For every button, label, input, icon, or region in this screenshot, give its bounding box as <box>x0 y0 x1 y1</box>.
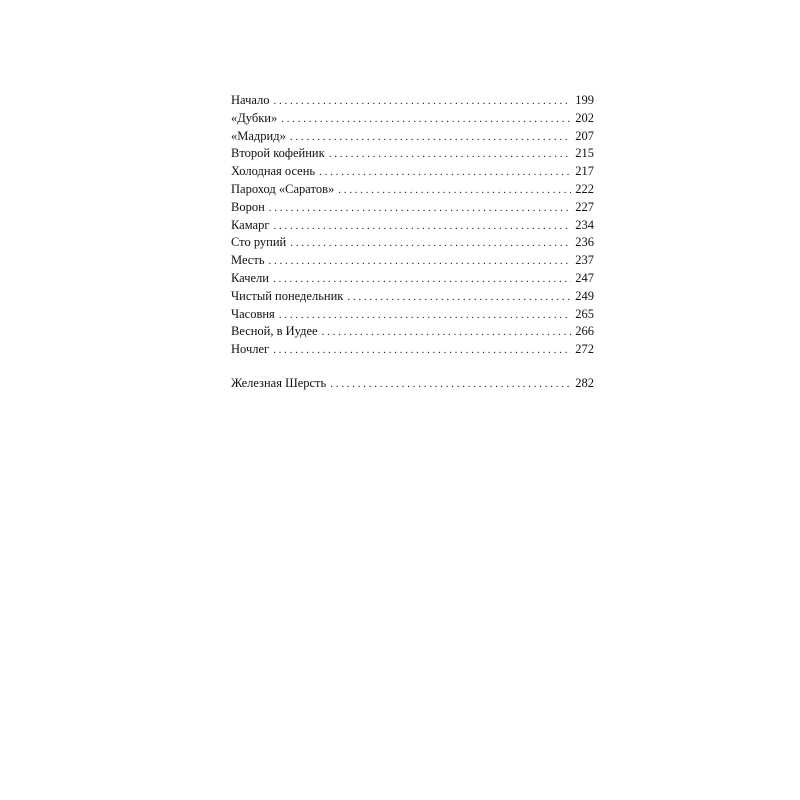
toc-entry-title: Чистый понедельник <box>231 288 344 303</box>
toc-dot-leader <box>274 93 572 111</box>
toc-entry-page: 227 <box>575 199 594 214</box>
toc-dot-leader <box>329 146 572 164</box>
toc-entry-title: Ворон <box>231 199 265 214</box>
toc-entry-title: Холодная осень <box>231 164 316 179</box>
toc-entry-title: Железная Шерсть <box>231 375 327 390</box>
toc-entry-title: Месть <box>231 253 265 268</box>
toc-dot-leader <box>322 324 572 342</box>
toc-dot-leader <box>290 235 571 253</box>
toc-entry-title: Сто рупий <box>231 235 287 250</box>
toc-entry-page: 222 <box>575 181 594 196</box>
toc-entry-title: Пароход «Саратов» <box>231 181 335 196</box>
toc-entry-title: Камарг <box>231 217 270 232</box>
toc-entry-page: 236 <box>575 235 594 250</box>
toc-entry-title: Начало <box>231 93 270 107</box>
toc-entry-title: Качели <box>231 270 269 285</box>
toc-dot-leader <box>330 376 571 394</box>
toc-entry-page: 234 <box>575 217 594 232</box>
toc-entry <box>231 252 594 270</box>
table-of-contents <box>231 92 594 393</box>
toc-entry <box>231 270 594 288</box>
toc-entry-page: 237 <box>575 253 594 268</box>
toc-entry <box>231 199 594 217</box>
toc-entry-title: Ночлег <box>231 342 270 357</box>
toc-entry <box>231 145 594 163</box>
toc-entry-page: 282 <box>575 375 594 390</box>
toc-dot-leader <box>269 200 571 218</box>
toc-dot-leader <box>273 342 571 360</box>
toc-dot-leader <box>279 307 571 325</box>
toc-entry-page: 207 <box>575 128 594 143</box>
toc-entry <box>231 163 594 181</box>
toc-entry-title: Весной, в Иудее <box>231 324 318 339</box>
toc-entry <box>231 217 594 235</box>
toc-entry-title: Второй кофейник <box>231 146 325 161</box>
toc-dot-leader <box>290 129 571 147</box>
toc-entry-page: 199 <box>575 93 594 107</box>
toc-entry <box>231 341 594 359</box>
toc-dot-leader <box>281 111 571 129</box>
toc-dot-leader <box>269 253 572 271</box>
toc-group-appendix <box>231 375 594 393</box>
toc-entry-title: «Мадрид» <box>231 128 286 143</box>
toc-entry <box>231 181 594 199</box>
toc-dot-leader <box>347 289 571 307</box>
toc-entry <box>231 375 594 393</box>
toc-dot-leader <box>273 271 571 289</box>
toc-entry-title: «Дубки» <box>231 110 278 125</box>
toc-entry-page: 247 <box>575 270 594 285</box>
toc-entry-page: 266 <box>575 324 594 339</box>
toc-entry-page: 215 <box>575 146 594 161</box>
toc-dot-leader <box>338 182 571 200</box>
toc-dot-leader <box>273 218 571 236</box>
toc-entry-title: Часовня <box>231 306 275 321</box>
toc-entry-page: 249 <box>575 288 594 303</box>
toc-entry-page: 202 <box>575 110 594 125</box>
toc-entry <box>231 92 594 110</box>
toc-dot-leader <box>319 164 571 182</box>
toc-entry <box>231 234 594 252</box>
toc-group-main <box>231 92 594 359</box>
toc-entry <box>231 128 594 146</box>
toc-entry-page: 265 <box>575 306 594 321</box>
toc-entry <box>231 306 594 324</box>
toc-entry-page: 272 <box>575 342 594 357</box>
toc-entry-page: 217 <box>575 164 594 179</box>
toc-entry <box>231 110 594 128</box>
toc-entry <box>231 323 594 341</box>
toc-entry <box>231 288 594 306</box>
